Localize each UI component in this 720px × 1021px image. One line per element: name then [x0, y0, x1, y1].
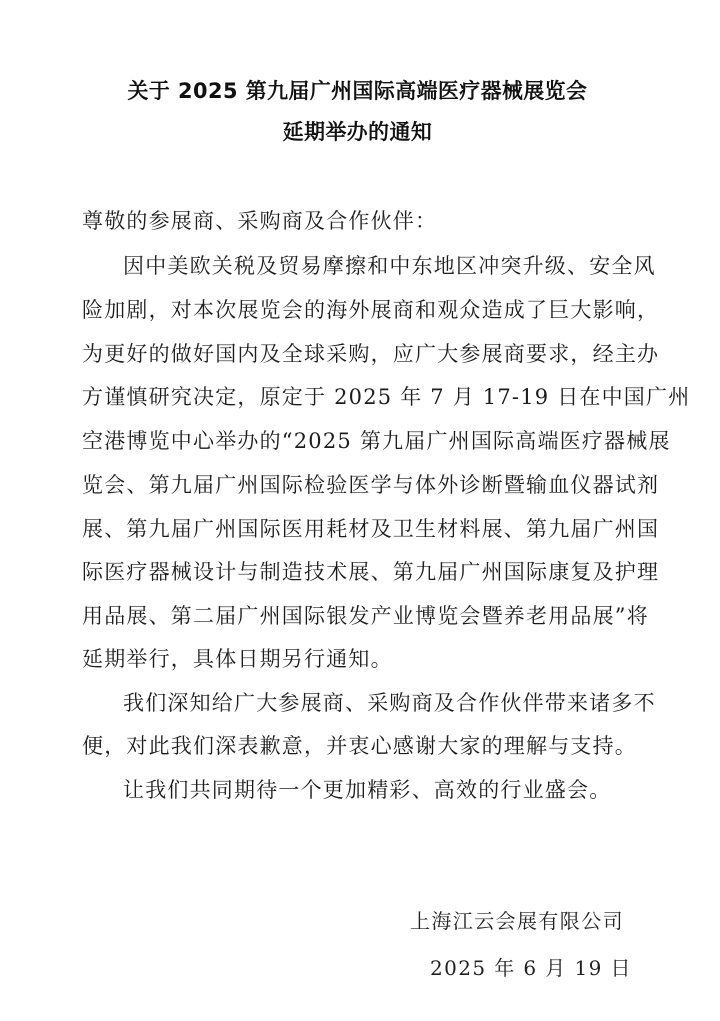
- paragraph-1-line: 为更好的做好国内及全球采购，应广大参展商要求，经主办: [82, 342, 660, 366]
- document-title-line-1: 关于 2025 第九届广州国际高端医疗器械展览会: [127, 79, 588, 103]
- salutation: 尊敬的参展商、采购商及合作伙伴：: [82, 209, 438, 233]
- paragraph-2-line: 便，对此我们深表歉意，并衷心感谢大家的理解与支持。: [82, 734, 637, 758]
- document-title-line-2: 延期举办的通知: [282, 120, 433, 144]
- paragraph-1-line: 因中美欧关税及贸易摩擦和中东地区冲突升级、安全风: [123, 254, 656, 278]
- paragraph-1-line: 险加剧，对本次展览会的海外展商和观众造成了巨大影响，: [82, 298, 660, 322]
- paragraph-1-line: 方谨慎研究决定，原定于 2025 年 7 月 17-19 日在中国广州: [82, 385, 691, 409]
- signature-date: 2025 年 6 月 19 日: [430, 956, 632, 980]
- paragraph-1-line: 览会、第九届广州国际检验医学与体外诊断暨输血仪器试剂: [82, 473, 660, 497]
- paragraph-1-line: 延期举行，具体日期另行通知。: [82, 647, 393, 671]
- paragraph-1-line: 际医疗器械设计与制造技术展、第九届广州国际康复及护理: [82, 560, 660, 584]
- paragraph-3-line: 让我们共同期待一个更加精彩、高效的行业盛会。: [123, 778, 612, 802]
- paragraph-1-line: 空港博览中心举办的“2025 第九届广州国际高端医疗器械展: [82, 429, 671, 453]
- paragraph-1-line: 用品展、第二届广州国际银发产业博览会暨养老用品展”将: [82, 604, 649, 628]
- paragraph-1-line: 展、第九届广州国际医用耗材及卫生材料展、第九届广州国: [82, 517, 660, 541]
- signature-company: 上海江云会展有限公司: [410, 909, 624, 933]
- paragraph-2-line: 我们深知给广大参展商、采购商及合作伙伴带来诸多不: [123, 691, 656, 715]
